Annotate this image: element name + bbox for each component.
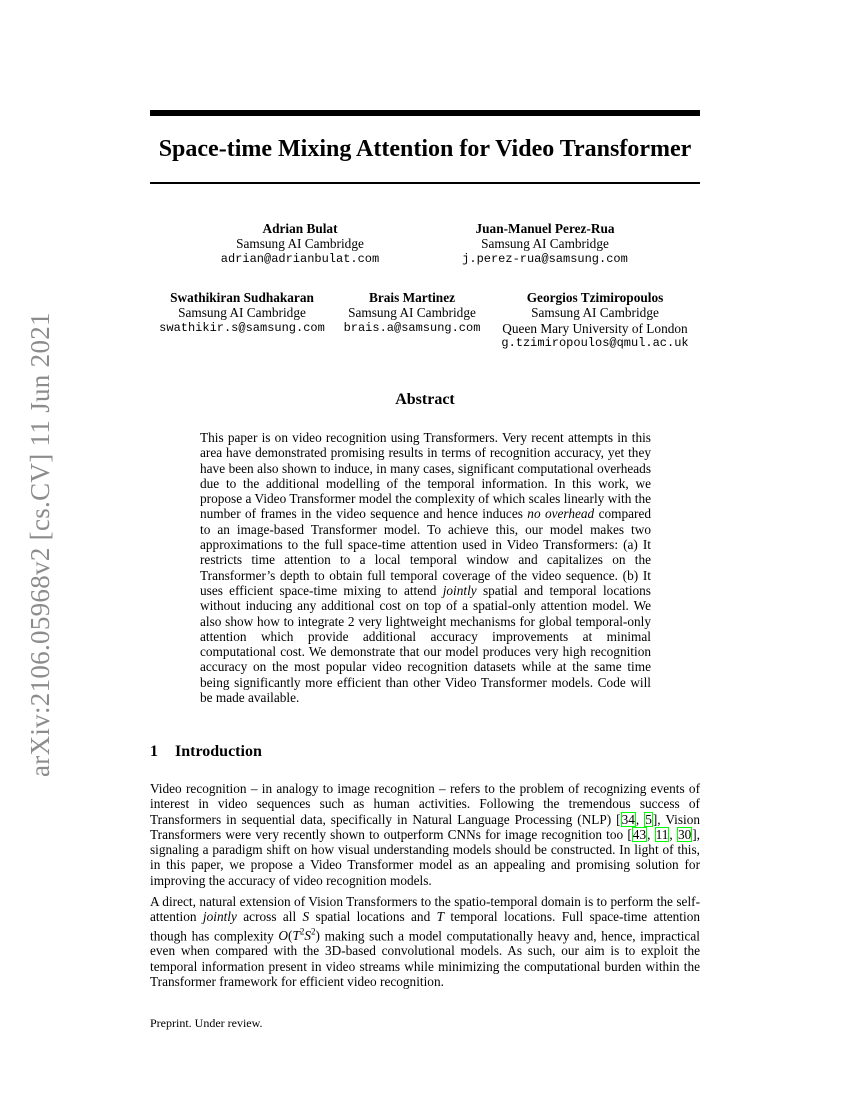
paper-title: Space-time Mixing Attention for Video Transformer bbox=[158, 136, 692, 162]
title-bottom-rule bbox=[150, 182, 700, 184]
author-name: Adrian Bulat bbox=[262, 221, 338, 236]
abstract-text: compared to an image-based Transformer model. To achieve this, our model makes two approximations to the full space-time attention used in Video Transformers: (a) It restricts time attention to a local temporal window and capitalizes on the Transformer’s depth to obtain full temporal coverage of the video sequence. (b) It uses efficient space-time mixing to attend bbox=[200, 506, 651, 598]
section-heading bbox=[150, 742, 262, 762]
abstract-text: This paper is on video recognition using Transformers. Very recent attempts in this area have demonstrated promising results in terms of recognition accuracy, yet they have been also shown to induce, in many cases, significant computational overheads due to the additional modelling of the temporal information. In this work, we propose a Video Transformer model the complexity of which scales linearly with the number of frames in the video sequence and hence induces bbox=[200, 430, 651, 522]
author-block bbox=[445, 221, 645, 267]
author-affiliation: Samsung AI Cambridge bbox=[481, 236, 609, 252]
math-variable: S bbox=[304, 928, 312, 944]
math-exponent: 2 bbox=[299, 926, 305, 937]
author-affiliation: Samsung AI Cambridge bbox=[531, 305, 659, 321]
arxiv-identifier: arXiv:2106.05968v2 [cs.CV] 11 Jun 2021 bbox=[25, 312, 55, 777]
author-name: Juan-Manuel Perez-Rua bbox=[475, 221, 615, 236]
author-block bbox=[490, 290, 700, 351]
paragraph-text: making such a model computationally heavy and, hence, impractical even when compared with the 3D-based convolutional models. As such, our aim is to exploit the temporal information present in video streams while minimizing the computational burden within the Transformer framework for efficient video recognition. bbox=[150, 928, 700, 989]
paragraph-text: ], signaling a paradigm shift on how visual understanding models should be constructed. In light of this, in this paper, we propose a Video Transformer model as an appealing and promising solution for improving the accuracy of video recognition models. bbox=[150, 826, 700, 888]
math-exponent: 2 bbox=[311, 926, 316, 937]
complexity-formula bbox=[278, 928, 320, 943]
abstract-text: spatial and temporal locations without inducing any additional cost on top of a spatial-only attention model. We also show how to integrate 2 very lightweight mechanisms for global temporal-only attention which provide additional accuracy improvements at minimal computational cost. We demonstrate that our model produces very high recognition accuracy on the most popular video recognition datasets while at the same time being significantly more efficient than other Video Transformer models. Code will be made available. bbox=[200, 582, 651, 706]
math-variable: O bbox=[278, 928, 289, 944]
author-affiliation-secondary: Queen Mary University of London bbox=[502, 320, 688, 336]
footer-note: Preprint. Under review. bbox=[150, 1016, 263, 1030]
paragraph-text: spatial locations and bbox=[309, 909, 437, 925]
author-email[interactable]: swathikir.s@samsung.com bbox=[159, 320, 325, 335]
author-email[interactable]: adrian@adrianbulat.com bbox=[220, 251, 380, 266]
paragraph-text: Video recognition – in analogy to image recognition – refers to the problem of recognizing events of interest in video sequences such as human activities. Following the tremendous success of Transformers in sequential data, specifically in Natural Language Processing (NLP) [ bbox=[150, 781, 700, 827]
paragraph-text: across all bbox=[236, 909, 303, 925]
author-email[interactable]: g.tzimiropoulos@qmul.ac.uk bbox=[501, 335, 689, 350]
author-block bbox=[200, 221, 400, 267]
paragraph-text: A direct, natural extension of Vision Transformers to the spatio-temporal domain is to perform the self-attention bbox=[150, 894, 700, 925]
author-affiliation: Samsung AI Cambridge bbox=[178, 305, 306, 321]
author-name: Brais Martinez bbox=[368, 290, 456, 305]
abstract-heading: Abstract bbox=[395, 391, 455, 408]
paragraph bbox=[150, 894, 700, 989]
abstract-body bbox=[200, 430, 651, 705]
section-number: 1 bbox=[150, 743, 158, 760]
math-variable: T bbox=[292, 928, 300, 944]
paragraph-text: temporal locations. Full space-time attention though has complexity bbox=[150, 909, 700, 944]
citation-link[interactable]: 11 bbox=[655, 826, 669, 842]
section-title: Introduction bbox=[175, 743, 262, 760]
citation-link[interactable]: 34 bbox=[621, 811, 635, 827]
author-name: Swathikiran Sudhakaran bbox=[170, 290, 314, 305]
math-symbol: ( bbox=[288, 928, 293, 944]
author-affiliation: Samsung AI Cambridge bbox=[236, 236, 364, 252]
citation-link[interactable]: 43 bbox=[632, 826, 647, 842]
title-top-rule bbox=[150, 110, 700, 116]
abstract-emphasis: no overhead bbox=[527, 506, 595, 522]
abstract-paragraph bbox=[200, 430, 651, 705]
paragraph: Video recognition – in analogy to image recognition – refers to the problem of recognizing events of interest in video sequences such as human activities. Following the tremendous success of Transformers in sequential data, specifically in Natural Language Processing (NLP) [34, 5], Vision Transformers were very recently shown to outperform CNNs for image recognition too [43, 11, 30], signaling a paradigm shift on how visual understanding models should be constructed. In light of this, in this paper, we propose a Video Transformer model as an appealing and promising solution for improving the accuracy of video recognition models. bbox=[150, 781, 700, 888]
math-variable: T bbox=[436, 909, 444, 925]
author-affiliation: Samsung AI Cambridge bbox=[348, 305, 476, 321]
section-body bbox=[150, 781, 700, 995]
math-variable: S bbox=[302, 909, 310, 925]
paragraph-emphasis: jointly bbox=[202, 909, 237, 925]
math-symbol: ) bbox=[315, 928, 320, 944]
author-email[interactable]: brais.a@samsung.com bbox=[343, 320, 481, 335]
author-name: Georgios Tzimiropoulos bbox=[526, 290, 664, 305]
author-block bbox=[337, 290, 487, 336]
author-block bbox=[152, 290, 332, 336]
citation-link[interactable]: 5 bbox=[645, 811, 652, 827]
paragraph-text: ], Vision Transformers were very recently shown to outperform CNNs for image recognition too [ bbox=[150, 811, 700, 842]
abstract-emphasis: jointly bbox=[442, 582, 477, 598]
citation-link[interactable]: 30 bbox=[677, 826, 692, 842]
author-email[interactable]: j.perez-rua@samsung.com bbox=[462, 251, 628, 266]
